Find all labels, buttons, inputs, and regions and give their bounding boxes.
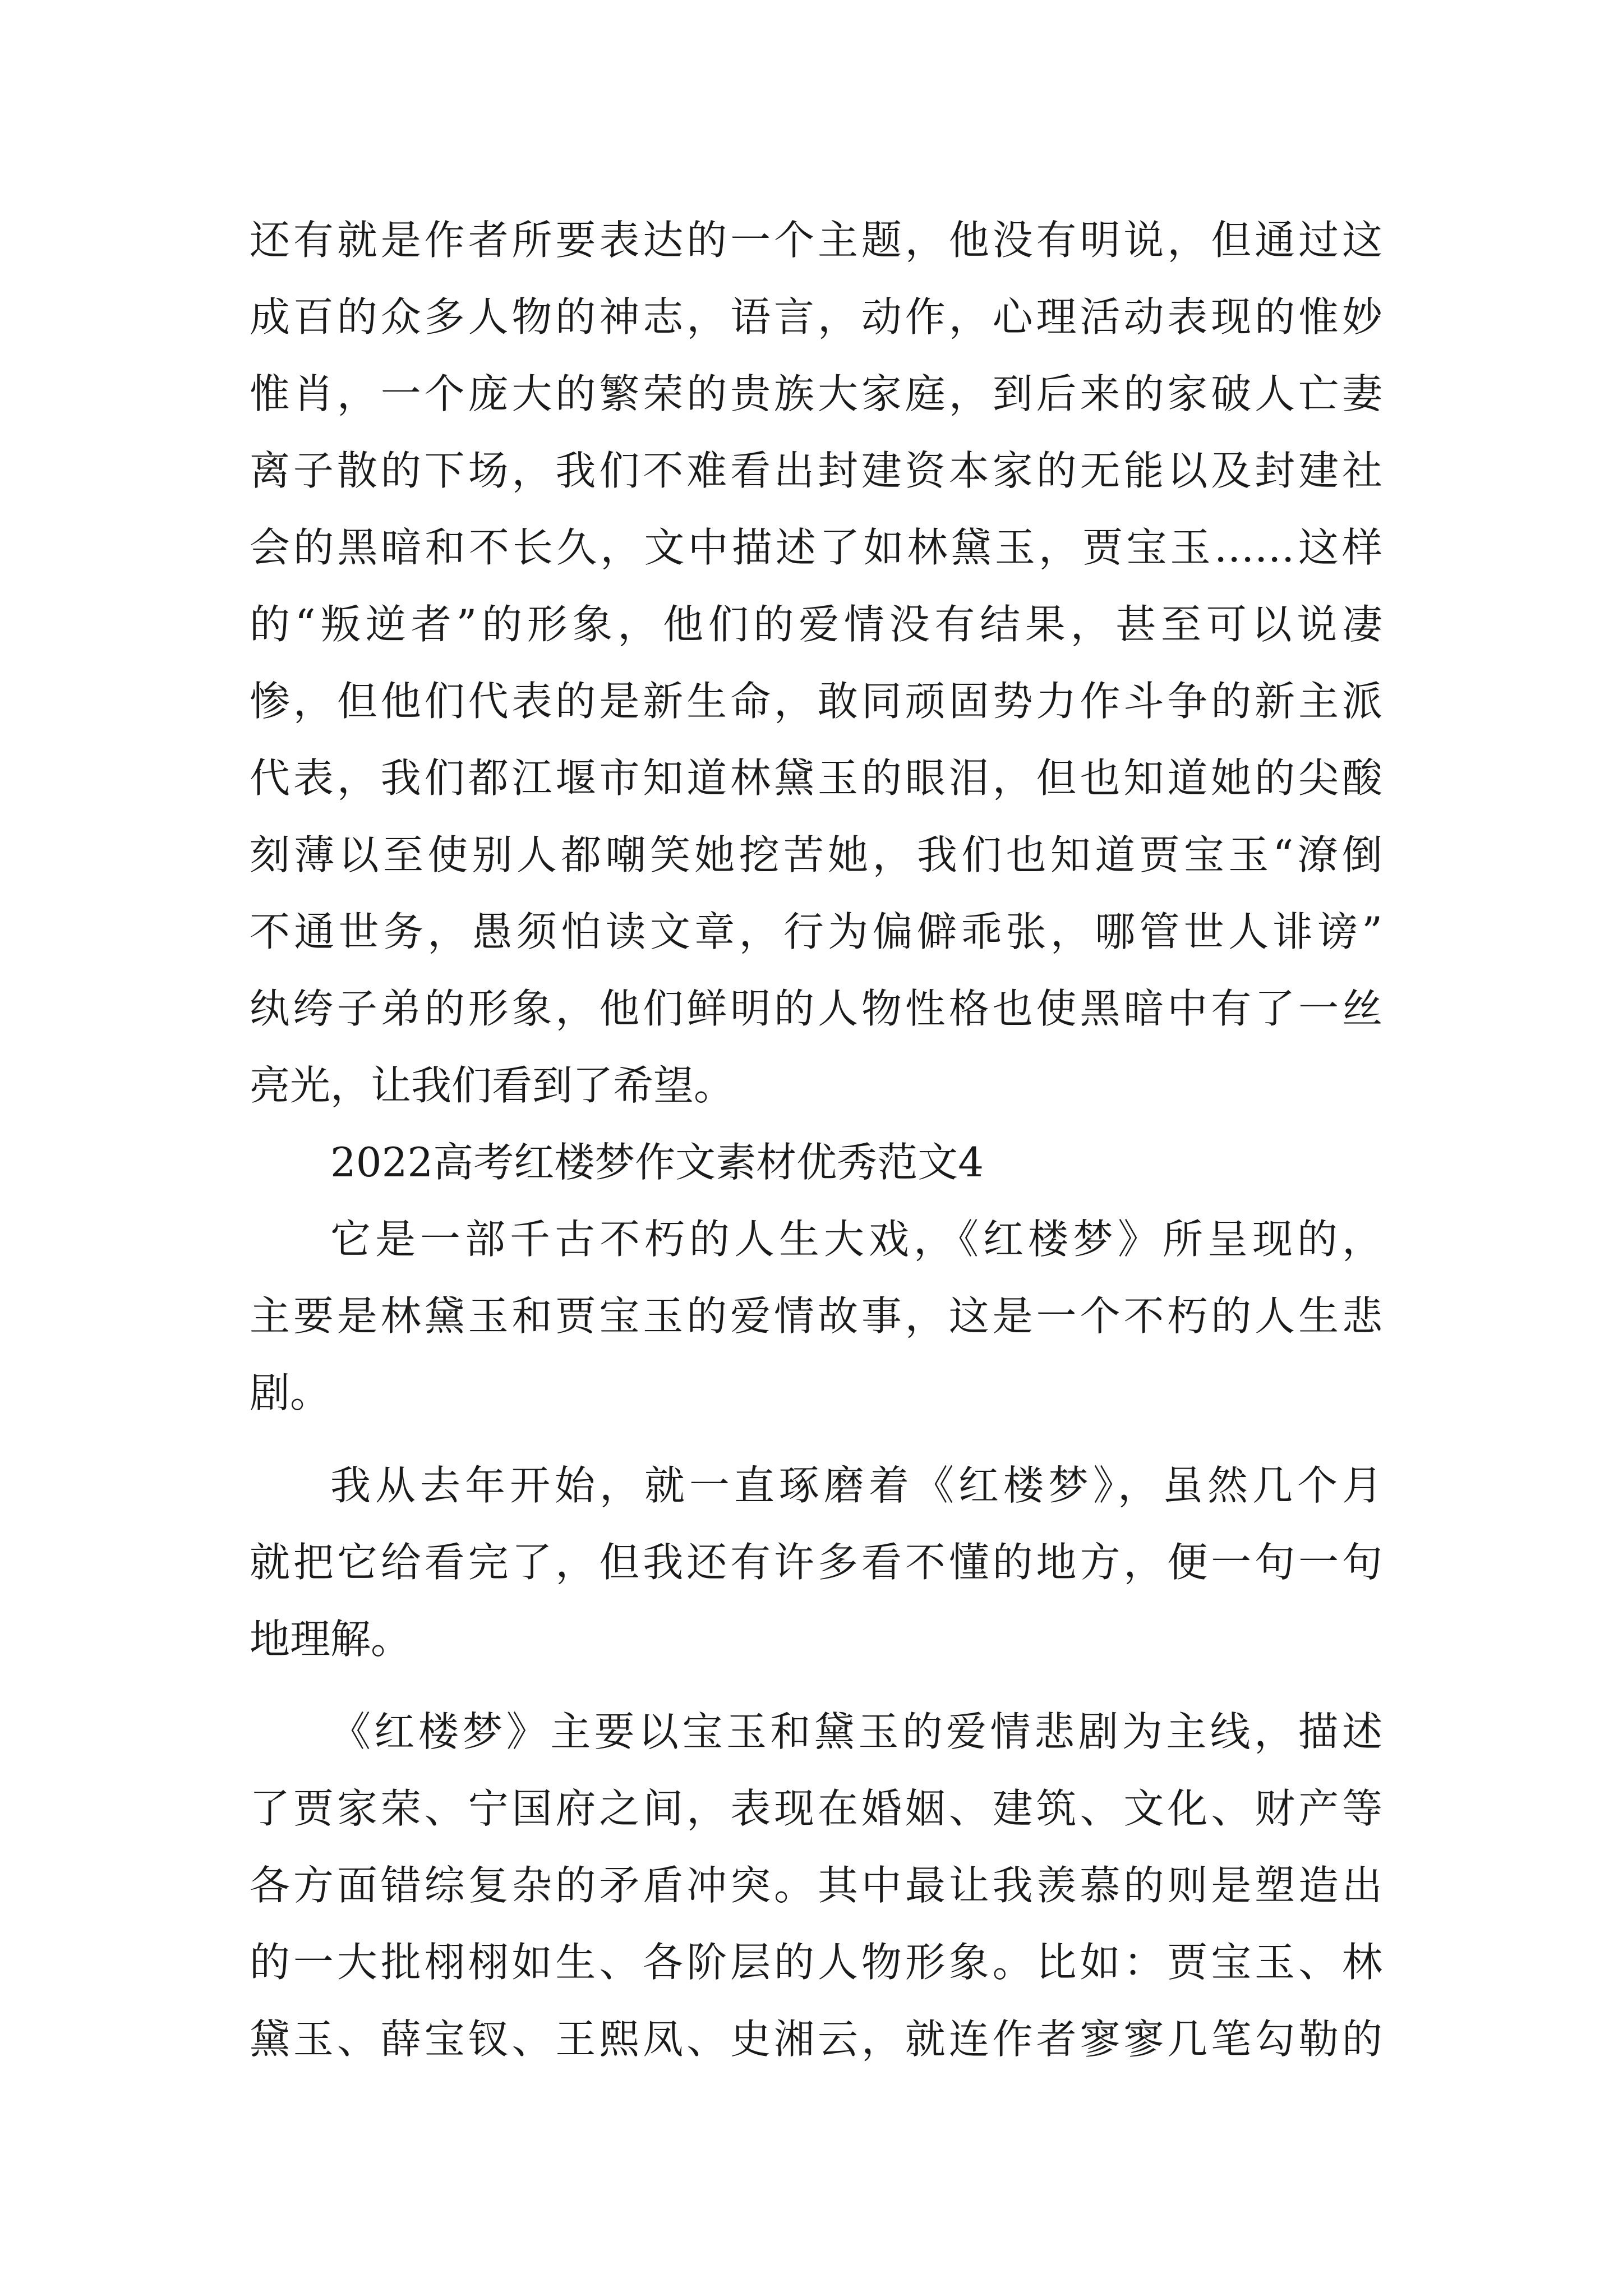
text-line: 不通世务，愚须怕读文章，行为偏僻乖张，哪管世人诽谤”	[250, 908, 1382, 955]
section-heading: 2022高考红楼梦作文素材优秀范文4	[330, 1139, 984, 1186]
text-line: 惨，但他们代表的是新生命，敢同顽固势力作斗争的新主派	[250, 678, 1382, 725]
paragraph-2	[250, 1201, 1382, 1432]
text-line: 成百的众多人物的神志，语言，动作，心理活动表现的惟妙	[250, 293, 1382, 341]
text-line: 黛玉、薛宝钗、王熙凤、史湘云，就连作者寥寥几笔勾勒的	[250, 2016, 1382, 2063]
document-body	[250, 202, 1382, 2078]
text-line: 的一大批栩栩如生、各阶层的人物形象。比如：贾宝玉、林	[250, 1939, 1382, 1986]
text-line: 主要是林黛玉和贾宝玉的爱情故事，这是一个不朽的人生悲	[250, 1292, 1382, 1340]
paragraph-spacing	[250, 1678, 1382, 1694]
text-line: 地理解。	[250, 1616, 412, 1663]
text-line: 惟肖，一个庞大的繁荣的贵族大家庭，到后来的家破人亡妻	[250, 370, 1382, 417]
text-line: 剧。	[250, 1369, 331, 1416]
text-line: 我从去年开始，就一直琢磨着《红楼梦》，虽然几个月	[330, 1462, 1382, 1509]
text-line: 纨绔子弟的形象，他们鲜明的人物性格也使黑暗中有了一丝	[250, 985, 1382, 1032]
text-line: 刻薄以至使别人都嘲笑她挖苦她，我们也知道贾宝玉“潦倒	[250, 831, 1382, 878]
text-line: 离子散的下场，我们不难看出封建资本家的无能以及封建社	[250, 447, 1382, 494]
text-line: 的“叛逆者”的形象，他们的爱情没有结果，甚至可以说凄	[250, 601, 1382, 648]
paragraph-4	[250, 1694, 1382, 2078]
text-line: 亮光，让我们看到了希望。	[250, 1062, 735, 1109]
text-line: 它是一部千古不朽的人生大戏，《红楼梦》所呈现的，	[330, 1216, 1382, 1263]
text-line: 各方面错综复杂的矛盾冲突。其中最让我羡慕的则是塑造出	[250, 1862, 1382, 1909]
paragraph-3	[250, 1447, 1382, 1678]
text-line: 代表，我们都江堰市知道林黛玉的眼泪，但也知道她的尖酸	[250, 754, 1382, 802]
text-line: 了贾家荣、宁国府之间，表现在婚姻、建筑、文化、财产等	[250, 1785, 1382, 1832]
text-line: 会的黑暗和不长久，文中描述了如林黛玉，贾宝玉……这样	[250, 524, 1382, 571]
text-line: 还有就是作者所要表达的一个主题，他没有明说，但通过这	[250, 217, 1382, 264]
text-line: 就把它给看完了，但我还有许多看不懂的地方，便一句一句	[250, 1539, 1382, 1586]
paragraph-1	[250, 202, 1382, 1124]
paragraph-spacing	[250, 1432, 1382, 1447]
text-line: 《红楼梦》主要以宝玉和黛玉的爱情悲剧为主线，描述	[330, 1708, 1382, 1755]
section-heading-block	[250, 1124, 1382, 1201]
